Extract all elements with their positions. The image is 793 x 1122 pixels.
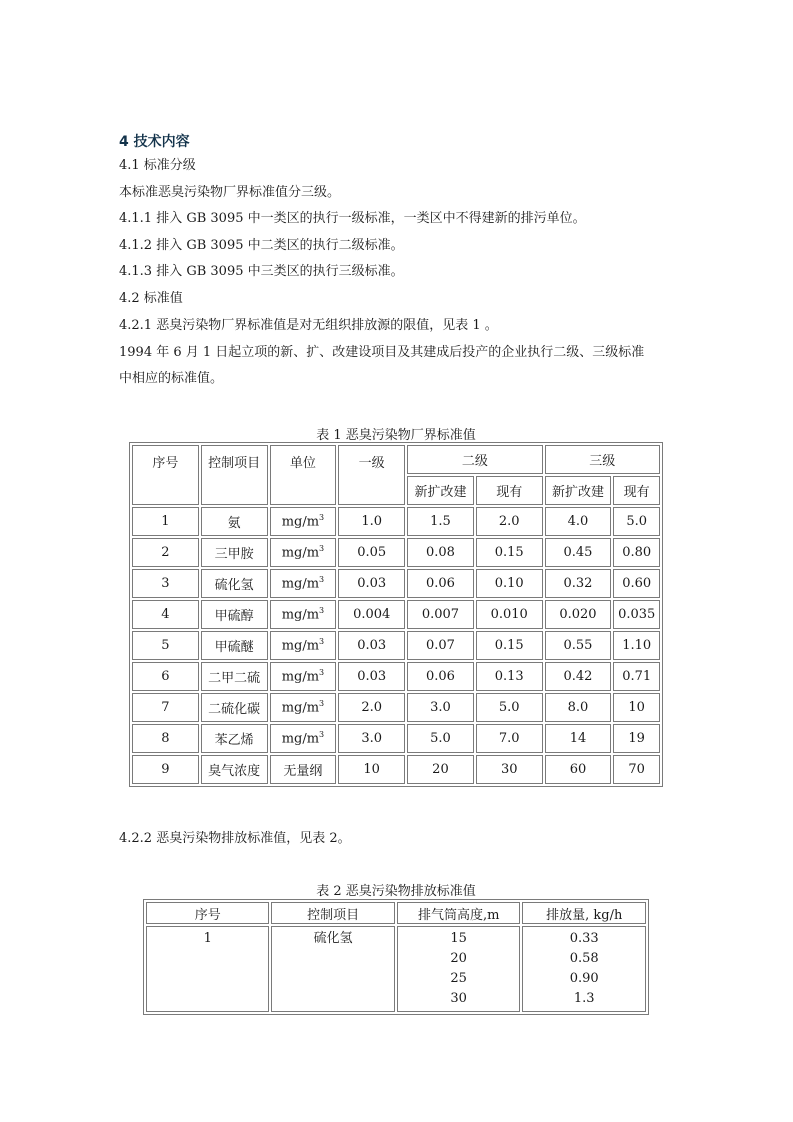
rate-value: 0.90 [569,971,599,986]
table-row [132,631,660,660]
table1-header-grade2-new: 新扩改建 [407,476,474,505]
cell-unit [270,693,337,722]
cell-grade2-existing: 0.13 [476,662,543,691]
clause-4-2-2: 4.2.2 恶臭污染物排放标准值，见表 2。 [119,831,351,846]
table1-header-grade3-new: 新扩改建 [545,476,612,505]
cell-grade1: 0.03 [338,569,405,598]
rate-value: 1.3 [573,991,595,1006]
table-row [132,569,660,598]
unit-text: mg/m [281,638,320,654]
cell-grade1: 3.0 [338,724,405,753]
table1-header-grade2-existing: 现有 [476,476,543,505]
cell-grade2-new: 0.06 [407,569,474,598]
table2-header-height: 排气筒高度,m [397,902,521,924]
cell-grade3-new: 0.020 [545,600,612,629]
odor-boundary-standards-table [129,442,663,787]
cell-no: 5 [132,631,199,660]
unit-text: mg/m [281,700,320,716]
cell-grade3-existing: 19 [613,724,660,753]
table2-caption: 表 2 恶臭污染物排放标准值 [316,884,476,899]
height-value: 20 [450,951,467,966]
cell-no: 8 [132,724,199,753]
clause-4-1-3: 4.1.3 排入 GB 3095 中三类区的执行三级标准。 [119,264,404,279]
cell-heights [397,926,521,1012]
table2-header-item: 控制项目 [271,902,394,924]
cell-grade3-existing: 0.60 [613,569,660,598]
cell-unit [270,631,337,660]
cell-unit [270,569,337,598]
unit-superscript: 3 [319,730,325,740]
table1-header-grade3: 三级 [545,445,660,474]
cell-item: 甲硫醇 [201,600,268,629]
unit-text: mg/m [281,669,320,685]
cell-grade3-existing: 0.71 [613,662,660,691]
rate-value: 0.33 [569,931,599,946]
clause-4-2-1: 4.2.1 恶臭污染物厂界标准值是对无组织排放源的限值，见表 1 。 [119,318,498,333]
cell-grade1: 1.0 [338,507,405,536]
section-heading: 4 技术内容 [119,134,190,150]
cell-grade2-new: 20 [407,755,474,784]
cell-grade3-new: 0.42 [545,662,612,691]
unit-text: mg/m [281,731,320,747]
cell-grade2-existing: 2.0 [476,507,543,536]
cell-item: 臭气浓度 [201,755,268,784]
cell-grade2-existing: 7.0 [476,724,543,753]
cell-no: 7 [132,693,199,722]
cell-grade3-existing: 0.80 [613,538,660,567]
cell-item: 硫化氢 [271,926,394,1012]
cell-no: 3 [132,569,199,598]
unit-text: mg/m [281,514,320,530]
cell-grade1: 0.03 [338,631,405,660]
table-row [146,926,646,1012]
cell-no: 1 [146,926,269,1012]
unit-text: 无量纲 [283,764,323,779]
table-row [132,507,660,536]
cell-grade3-existing: 70 [613,755,660,784]
cell-grade2-new: 1.5 [407,507,474,536]
cell-grade2-existing: 0.15 [476,631,543,660]
table-row [132,755,660,784]
cell-grade3-new: 0.32 [545,569,612,598]
cell-grade3-new: 0.55 [545,631,612,660]
unit-superscript: 3 [319,699,325,709]
clause-4-2: 4.2 标准值 [119,291,183,306]
cell-item: 三甲胺 [201,538,268,567]
cell-grade2-new: 5.0 [407,724,474,753]
cell-item: 甲硫醚 [201,631,268,660]
table-row [132,538,660,567]
table1-caption: 表 1 恶臭污染物厂界标准值 [316,428,476,443]
cell-grade2-existing: 0.10 [476,569,543,598]
table1-header-grade1: 一级 [338,445,405,505]
table-row [132,724,660,753]
table-row [132,662,660,691]
cell-rates [522,926,646,1012]
cell-grade1: 0.05 [338,538,405,567]
cell-grade3-existing: 10 [613,693,660,722]
cell-no: 1 [132,507,199,536]
cell-item: 氨 [201,507,268,536]
cell-item: 硫化氢 [201,569,268,598]
rate-value: 0.58 [569,951,599,966]
cell-grade2-new: 3.0 [407,693,474,722]
cell-grade3-new: 4.0 [545,507,612,536]
cell-grade3-new: 14 [545,724,612,753]
clause-4-1-1: 4.1.1 排入 GB 3095 中一类区的执行一级标准，一类区中不得建新的排污单位。 [119,211,586,226]
cell-grade3-new: 60 [545,755,612,784]
table2-header-no: 序号 [146,902,269,924]
cell-unit [270,600,337,629]
cell-grade2-existing: 0.010 [476,600,543,629]
unit-text: mg/m [281,545,320,561]
clause-4-1-2: 4.1.2 排入 GB 3095 中二类区的执行二级标准。 [119,238,404,253]
unit-superscript: 3 [319,544,325,554]
cell-item: 苯乙烯 [201,724,268,753]
table1-header-unit: 单位 [270,445,337,505]
clause-4-2-1-text-line2: 中相应的标准值。 [119,371,224,386]
cell-grade2-new: 0.06 [407,662,474,691]
clause-4-1: 4.1 标准分级 [119,158,196,173]
cell-grade3-existing: 5.0 [613,507,660,536]
unit-superscript: 3 [319,513,325,523]
table-row [132,693,660,722]
cell-grade2-existing: 30 [476,755,543,784]
cell-grade2-new: 0.007 [407,600,474,629]
unit-superscript: 3 [319,575,325,585]
cell-grade2-new: 0.07 [407,631,474,660]
table-row [132,600,660,629]
unit-superscript: 3 [319,668,325,678]
cell-no: 9 [132,755,199,784]
cell-grade1: 0.004 [338,600,405,629]
cell-grade1: 2.0 [338,693,405,722]
cell-grade1: 10 [338,755,405,784]
cell-unit [270,507,337,536]
height-value: 15 [450,931,467,946]
cell-grade2-new: 0.08 [407,538,474,567]
cell-no: 4 [132,600,199,629]
table1-header-grade2: 二级 [407,445,543,474]
unit-superscript: 3 [319,637,325,647]
cell-unit [270,538,337,567]
cell-unit [270,662,337,691]
cell-grade1: 0.03 [338,662,405,691]
cell-grade2-existing: 0.15 [476,538,543,567]
table2-header-rate: 排放量, kg/h [522,902,646,924]
unit-superscript: 3 [319,606,325,616]
cell-grade3-existing: 1.10 [613,631,660,660]
height-value: 30 [450,991,467,1006]
cell-unit [270,755,337,784]
unit-text: mg/m [281,607,320,623]
clause-4-1-text: 本标准恶臭污染物厂界标准值分三级。 [119,185,341,200]
cell-grade3-new: 0.45 [545,538,612,567]
cell-grade2-existing: 5.0 [476,693,543,722]
cell-grade3-new: 8.0 [545,693,612,722]
table1-header-item: 控制项目 [201,445,268,505]
cell-no: 2 [132,538,199,567]
unit-text: mg/m [281,576,320,592]
height-value: 25 [450,971,467,986]
cell-no: 6 [132,662,199,691]
table1-header-grade3-existing: 现有 [613,476,660,505]
cell-item: 二硫化碳 [201,693,268,722]
table1-header-no: 序号 [132,445,199,505]
clause-4-2-1-text-line1: 1994 年 6 月 1 日起立项的新、扩、改建设项目及其建成后投产的企业执行二级、三级标准 [119,345,645,360]
cell-grade3-existing: 0.035 [613,600,660,629]
cell-item: 二甲二硫 [201,662,268,691]
odor-emission-standards-table [143,899,649,1015]
cell-unit [270,724,337,753]
